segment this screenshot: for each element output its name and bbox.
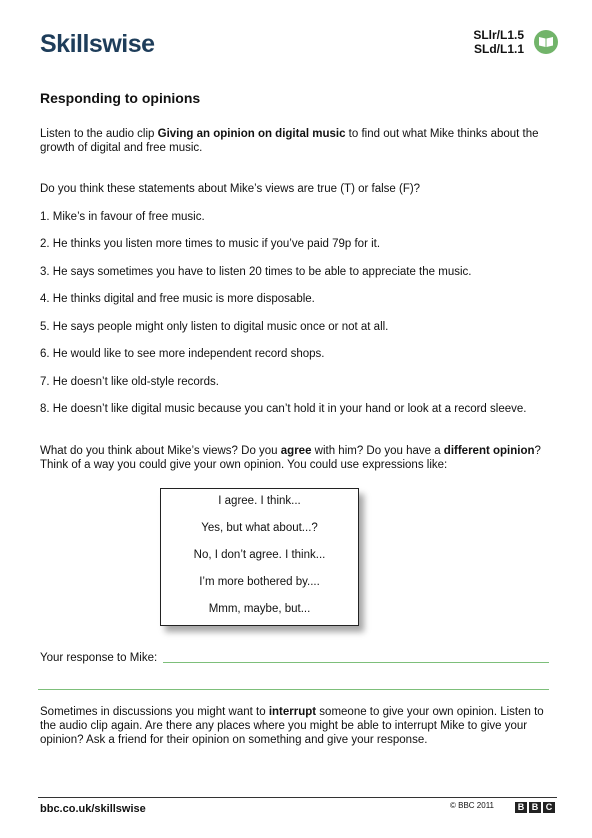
level-codes [452,28,524,56]
expression-item: No, I don’t agree. I think... [193,549,326,561]
interrupt-text-1: Sometimes in discussions you might want to [40,706,269,718]
views-text-1: What do you think about Mike’s views? Do you [40,445,281,457]
response-label: Your response to Mike: [40,652,158,664]
response-line-1[interactable] [163,662,549,663]
intro-paragraph [40,127,560,155]
interrupt-text-2: someone to give your own opinion. Listen to the audio clip again. Are there any places where you might be able to interrupt Mike to give your opinion? Ask a friend for their opinion on something and give your response. [40,706,544,746]
expressions-box [160,488,359,626]
intro-text-end: to find out what Mike thinks about the growth of digital and free music. [40,128,539,154]
agree-keyword: agree [280,445,312,457]
footer-divider [38,797,557,798]
bbc-letter: B [515,802,527,813]
intro-text-start: Listen to the audio clip [40,128,158,140]
expression-item: I agree. I think... [218,495,301,507]
interrupt-paragraph [40,705,560,747]
expression-item: Yes, but what about...? [201,522,318,534]
statement-3: 3. He says sometimes you have to listen 20 times to be able to appreciate the music. [40,266,472,278]
expression-item: Mmm, maybe, but... [208,603,311,615]
level-code-discussion: SLd/L1.1 [473,42,524,56]
views-text-3: ? Think of a way you could give your own opinion. You could use expressions like: [40,445,541,471]
statement-2: 2. He thinks you listen more times to music if you’ve paid 79p for it. [40,238,381,250]
interrupt-keyword: interrupt [268,706,317,718]
bbc-letter: C [543,802,555,813]
expression-item: I’m more bothered by.... [199,576,320,588]
level-code-reading: SLlr/L1.5 [473,28,524,42]
response-line-2[interactable] [38,689,549,690]
different-opinion-keyword: different opinion [443,445,535,457]
views-paragraph [40,444,560,472]
book-icon [534,30,558,54]
copyright: © BBC 2011 [450,801,494,810]
statement-7: 7. He doesn’t like old-style records. [40,376,219,388]
bbc-logo [515,802,555,813]
skillswise-logo: Skillswise [40,30,155,58]
audio-clip-title: Giving an opinion on digital music [157,128,346,140]
statement-8: 8. He doesn’t like digital music because you can’t hold it in your hand or look at a record sleeve. [40,403,527,415]
statement-6: 6. He would like to see more independent record shops. [40,348,325,360]
footer-url[interactable]: bbc.co.uk/skillswise [40,803,146,815]
true-false-prompt: Do you think these statements about Mike’s views are true (T) or false (F)? [40,183,421,195]
statement-5: 5. He says people might only listen to digital music once or not at all. [40,321,389,333]
page-title: Responding to opinions [40,90,201,106]
bbc-letter: B [529,802,541,813]
statement-1: 1. Mike’s in favour of free music. [40,211,205,223]
statement-4: 4. He thinks digital and free music is more disposable. [40,293,315,305]
views-text-2: with him? Do you have a [311,445,444,457]
